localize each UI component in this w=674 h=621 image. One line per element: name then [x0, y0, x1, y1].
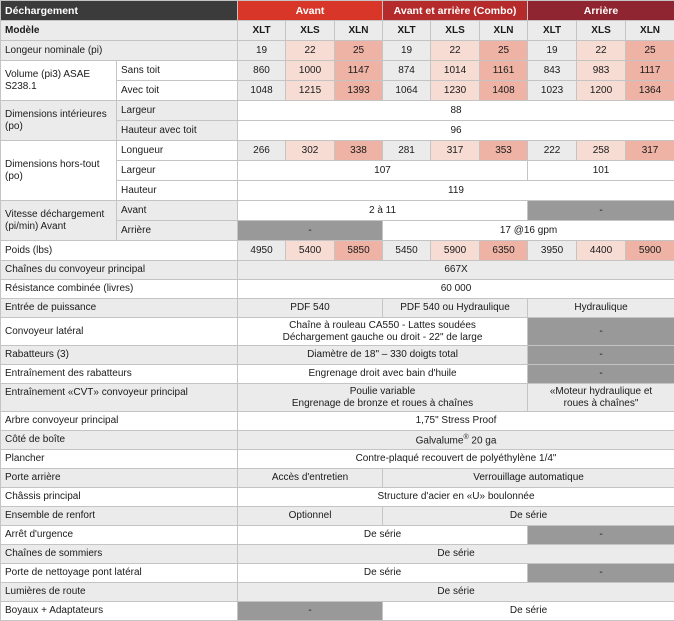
model-cell: XLT: [528, 21, 577, 41]
value-cell: 3950: [528, 241, 577, 261]
value-cell: -: [528, 318, 674, 346]
value-cell: 1408: [480, 81, 528, 101]
entrainement-rabatteurs-row: [1, 365, 674, 384]
sub-label: Avec toit: [117, 81, 238, 101]
value-line: «Moteur hydraulique et: [532, 386, 670, 398]
value-cell: 1023: [528, 81, 577, 101]
value-line: roues à chaînes": [532, 398, 670, 410]
row-label: Arbre convoyeur principal: [1, 412, 238, 431]
lumieres-row: [1, 583, 674, 602]
convoyeur-lateral-row: [1, 318, 674, 346]
value-cell: 19: [238, 41, 286, 61]
header-arriere: Arrière: [528, 1, 674, 21]
row-label: Entraînement «CVT» convoyeur principal: [1, 384, 238, 412]
volume-sans-toit-row: [1, 61, 674, 81]
value-cell: 17 @16 gpm: [383, 221, 674, 241]
chassis-row: [1, 488, 674, 507]
value-cell: De série: [238, 583, 674, 602]
value-cell: 25: [335, 41, 383, 61]
row-label: Porte de nettoyage pont latéral: [1, 564, 238, 583]
sub-label: Hauteur: [117, 181, 238, 201]
value-cell: De série: [238, 564, 528, 583]
value-cell: 353: [480, 141, 528, 161]
value-cell: 5850: [335, 241, 383, 261]
value-cell: Verrouillage automatique: [383, 469, 674, 488]
model-cell: XLS: [577, 21, 626, 41]
row-label: Chaînes de sommiers: [1, 545, 238, 564]
value-cell: -: [528, 201, 674, 221]
row-label: Vitesse déchargement (pi/min) Avant: [1, 201, 117, 241]
header-row: [1, 1, 674, 21]
registered-mark: ®: [463, 434, 468, 441]
model-cell: XLS: [286, 21, 335, 41]
entree-row: [1, 299, 674, 318]
value-cell: 5450: [383, 241, 431, 261]
row-label: Boyaux + Adaptateurs: [1, 602, 238, 621]
sommiers-row: [1, 545, 674, 564]
value-cell: 4400: [577, 241, 626, 261]
value-cell: 19: [528, 41, 577, 61]
value-cell: PDF 540 ou Hydraulique: [383, 299, 528, 318]
value-cell: 101: [528, 161, 674, 181]
row-label: Convoyeur latéral: [1, 318, 238, 346]
value-cell: De série: [383, 602, 674, 621]
value-cell: [528, 384, 674, 412]
resistance-row: [1, 280, 674, 299]
model-cell: XLN: [335, 21, 383, 41]
arbre-row: [1, 412, 674, 431]
row-label: Dimensions hors-tout (po): [1, 141, 117, 201]
row-label: Entraînement des rabatteurs: [1, 365, 238, 384]
chaines-row: [1, 261, 674, 280]
value-cell: 1161: [480, 61, 528, 81]
value-cell: 266: [238, 141, 286, 161]
sub-label: Longueur: [117, 141, 238, 161]
vitesse-avant-row: [1, 201, 674, 221]
header-combo: Avant et arrière (Combo): [383, 1, 528, 21]
value-cell: Contre-plaqué recouvert de polyéthylène 1/4": [238, 450, 674, 469]
value-cell: 281: [383, 141, 431, 161]
value-cell: 843: [528, 61, 577, 81]
value-cell: 222: [528, 141, 577, 161]
value-cell: PDF 540: [238, 299, 383, 318]
value-cell: De série: [238, 526, 528, 545]
value-cell: 88: [238, 101, 674, 121]
value-cell: 1364: [626, 81, 674, 101]
cvt-row: [1, 384, 674, 412]
header-avant: Avant: [238, 1, 383, 21]
row-label: Entrée de puissance: [1, 299, 238, 318]
value-cell: 874: [383, 61, 431, 81]
poids-row: [1, 241, 674, 261]
sub-label: Sans toit: [117, 61, 238, 81]
value-cell: 1014: [431, 61, 480, 81]
nettoyage-row: [1, 564, 674, 583]
row-label: Côté de boîte: [1, 431, 238, 450]
model-cell: XLN: [480, 21, 528, 41]
value-cell: Optionnel: [238, 507, 383, 526]
value-cell: 1048: [238, 81, 286, 101]
model-cell: XLN: [626, 21, 674, 41]
value-cell: 22: [286, 41, 335, 61]
value-cell: 107: [238, 161, 528, 181]
row-label: Longeur nominale (pi): [1, 41, 238, 61]
value-cell: 1064: [383, 81, 431, 101]
value-cell: 22: [577, 41, 626, 61]
sub-label: Arrière: [117, 221, 238, 241]
value-cell: 119: [238, 181, 674, 201]
value-cell: 317: [626, 141, 674, 161]
model-cell: XLS: [431, 21, 480, 41]
row-label: Châssis principal: [1, 488, 238, 507]
value-cell: 1200: [577, 81, 626, 101]
value-cell: Structure d'acier en «U» boulonnée: [238, 488, 674, 507]
value-cell: -: [528, 564, 674, 583]
value-cell: -: [238, 602, 383, 621]
value-cell: De série: [383, 507, 674, 526]
value-cell: -: [528, 346, 674, 365]
value-cell: 1215: [286, 81, 335, 101]
model-cell: XLT: [238, 21, 286, 41]
row-label: Ensemble de renfort: [1, 507, 238, 526]
row-label: Porte arrière: [1, 469, 238, 488]
cote-row: [1, 431, 674, 450]
sub-label: Hauteur avec toit: [117, 121, 238, 141]
value-cell: 1117: [626, 61, 674, 81]
value-cell: 1000: [286, 61, 335, 81]
porte-row: [1, 469, 674, 488]
value-cell: [238, 384, 528, 412]
value-cell: 4950: [238, 241, 286, 261]
value-cell: 1147: [335, 61, 383, 81]
arret-row: [1, 526, 674, 545]
value-cell: 1230: [431, 81, 480, 101]
value-cell: 25: [480, 41, 528, 61]
value-cell: -: [528, 365, 674, 384]
sub-label: Largeur: [117, 161, 238, 181]
value-cell: 317: [431, 141, 480, 161]
value-cell: 983: [577, 61, 626, 81]
value-text: 20 ga: [469, 436, 497, 447]
value-line: Engrenage de bronze et roues à chaînes: [242, 398, 523, 410]
value-cell: 338: [335, 141, 383, 161]
value-cell: -: [528, 526, 674, 545]
value-line: Poulie variable: [242, 386, 523, 398]
row-label: Résistance combinée (livres): [1, 280, 238, 299]
boyaux-row: [1, 602, 674, 621]
value-cell: Diamètre de 18" – 330 doigts total: [238, 346, 528, 365]
value-cell: 25: [626, 41, 674, 61]
value-cell: Engrenage droit avec bain d'huile: [238, 365, 528, 384]
row-label: Dimensions intérieures (po): [1, 101, 117, 141]
value-text: Galvalume: [416, 436, 464, 447]
row-label: Arrêt d'urgence: [1, 526, 238, 545]
plancher-row: [1, 450, 674, 469]
model-cell: XLT: [383, 21, 431, 41]
row-label: Lumières de route: [1, 583, 238, 602]
value-cell: 860: [238, 61, 286, 81]
rabatteurs-row: [1, 346, 674, 365]
value-cell: Hydraulique: [528, 299, 674, 318]
value-cell: 19: [383, 41, 431, 61]
value-cell: 22: [431, 41, 480, 61]
value-cell: 60 000: [238, 280, 674, 299]
value-cell: 5900: [626, 241, 674, 261]
row-label: Volume (pi3) ASAE S238.1: [1, 61, 117, 101]
model-row: [1, 21, 674, 41]
row-label: Poids (lbs): [1, 241, 238, 261]
value-cell: 96: [238, 121, 674, 141]
value-cell: -: [238, 221, 383, 241]
longueur-row: [1, 41, 674, 61]
dim-int-largeur-row: [1, 101, 674, 121]
value-cell: 5400: [286, 241, 335, 261]
header-dechargement: Déchargement: [1, 1, 238, 21]
renfort-row: [1, 507, 674, 526]
value-cell: Accès d'entretien: [238, 469, 383, 488]
value-cell: De série: [238, 545, 674, 564]
row-label: Chaînes du convoyeur principal: [1, 261, 238, 280]
value-cell: 258: [577, 141, 626, 161]
value-cell: 302: [286, 141, 335, 161]
value-cell: 2 à 11: [238, 201, 528, 221]
sub-label: Largeur: [117, 101, 238, 121]
value-cell: 6350: [480, 241, 528, 261]
value-line: Déchargement gauche ou droit - 22" de large: [242, 332, 523, 344]
value-cell: 1,75" Stress Proof: [238, 412, 674, 431]
value-cell: 5900: [431, 241, 480, 261]
row-label: Modèle: [1, 21, 238, 41]
sub-label: Avant: [117, 201, 238, 221]
value-cell: 1393: [335, 81, 383, 101]
row-label: Plancher: [1, 450, 238, 469]
value-cell: [238, 318, 528, 346]
value-line: Chaîne à rouleau CA550 - Lattes soudées: [242, 320, 523, 332]
value-cell: [238, 431, 674, 450]
row-label: Rabatteurs (3): [1, 346, 238, 365]
dim-ext-longueur-row: [1, 141, 674, 161]
value-cell: 667X: [238, 261, 674, 280]
